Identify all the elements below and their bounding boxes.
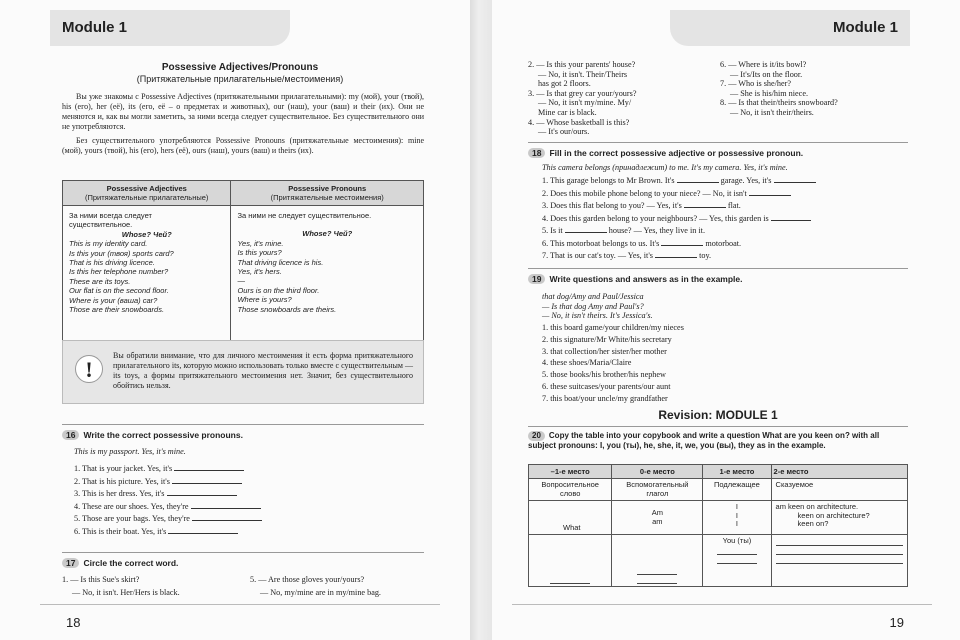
- table-cell[interactable]: [529, 535, 612, 587]
- table-cell: Сказуемое: [771, 479, 907, 501]
- exercise-17-continued-col-a: 2. — Is this your parents' house? — No, it isn't. Their/Theirs has got 2 floors. 3. — Is that grey car your/yours? — No, it isn't my/mine. My/ Mine car is black. 4. — Whose basketball is this? — It's our/ours.: [528, 60, 637, 137]
- table-cell: am keen on architecture. keen on architecture? keen on?: [771, 501, 907, 535]
- table-cell-adjectives: За ними всегда следует существительное. Whose? Чей? This is my identity card. Is this your (твоя) sports card? That is his driving licence. Is this her telephone number? These are its toys. Our flat is on the second floor. Where is your (ваша) car? Those are their snowboards.: [63, 206, 231, 346]
- page-number: 19: [889, 615, 904, 630]
- table-cell[interactable]: [771, 535, 907, 587]
- list-item: 4. these shoes/Maria/Claire: [542, 358, 632, 368]
- exercise-18-list: [542, 175, 816, 263]
- list-item: 5. those books/his brother/his nephew: [542, 370, 666, 380]
- exercise-17-continued-col-b: 6. — Where is it/its bowl? — It's/Its on the floor. 7. — Who is she/her? — She is his/him niece. 8. — Is that their/theirs snowboard? — No, it isn't their/theirs.: [720, 60, 838, 117]
- answer-blank[interactable]: [167, 488, 237, 496]
- answer-blank[interactable]: [661, 238, 703, 246]
- table-head-pronouns: Possessive Pronouns (Притяжательные местоимения): [231, 181, 424, 206]
- list-item: 2. That is his picture. Yes, it's: [74, 476, 262, 489]
- table-header: 0-е место: [612, 465, 703, 479]
- exercise-18-heading: 18 Fill in the correct possessive adjective or possessive pronoun.: [528, 148, 908, 158]
- intro-paragraph-1: Вы уже знакомы с Possessive Adjectives (притяжательными прилагательными): my (мой), your (твой), his (его), her (её), its (его, её – о предметах и животных), our (наш), your (ваш) и their (их). Они не меняются и, как вы могли заметить, за ними всегда следует существительное. Без существительного они не употребляются.: [62, 92, 424, 131]
- list-item: 5. Those are your bags. Yes, they're: [74, 513, 262, 526]
- exercise-16-heading: 16 Write the correct possessive pronouns.: [62, 430, 424, 440]
- answer-blank[interactable]: [771, 213, 811, 221]
- exercise-16-list: [74, 463, 262, 538]
- list-item: 3. that collection/her sister/her mother: [542, 346, 667, 356]
- list-item: 6. This is their boat. Yes, it's: [74, 526, 262, 539]
- list-item: 3. This is her dress. Yes, it's: [74, 488, 262, 501]
- page-number: 18: [66, 615, 81, 630]
- exercise-17-heading: 17 Circle the correct word.: [62, 558, 424, 568]
- answer-blank[interactable]: [565, 225, 607, 233]
- exercise-number-19: 19: [528, 274, 545, 284]
- list-item: 1. this board game/your children/my nieces: [542, 323, 684, 332]
- exercise-number-16: 16: [62, 430, 79, 440]
- exercise-17-col-a: 1. — Is this Sue's skirt? — No, it isn't. Her/Hers is black.: [62, 575, 180, 597]
- answer-blank[interactable]: [174, 463, 244, 471]
- list-item: 4. These are our shoes. Yes, they're: [74, 501, 262, 514]
- table-cell: Подлежащее: [703, 479, 771, 501]
- revision-title: Revision: MODULE 1: [658, 408, 778, 422]
- exercise-19-example: that dog/Amy and Paul/Jessica — Is that dog Amy and Paul's? — No, it isn't theirs. It's Jessica's.: [542, 292, 653, 321]
- note-text: Вы обратили внимание, что для личного местоимения it есть форма притяжательного прилагательного its, которую можно использовать только вместе с существительным — its toys, а формы притяжательного местоимения нет. Значит, без существительного обойтись нельзя.: [113, 351, 413, 390]
- revision-table: [528, 464, 908, 587]
- answer-blank[interactable]: [172, 476, 242, 484]
- list-item: 6. these suitcases/your parents/our aunt: [542, 381, 671, 391]
- table-cell: I I I: [703, 501, 771, 535]
- table-cell: What: [529, 501, 612, 535]
- exercise-number-20: 20: [528, 431, 545, 441]
- list-item: 1. That is your jacket. Yes, it's: [74, 463, 262, 476]
- exercise-17-col-b: 5. — Are those gloves your/yours? — No, my/mine are in my/mine bag.: [250, 575, 381, 597]
- exercise-19-list: [542, 322, 684, 405]
- list-item: 6. This motorboat belongs to us. It's motorboat.: [542, 238, 742, 248]
- answer-blank[interactable]: [749, 188, 791, 196]
- table-cell: Вопросительное слово: [529, 479, 612, 501]
- list-item: 1. This garage belongs to Mr Brown. It's garage. Yes, it's: [542, 175, 816, 188]
- module-label: Module 1: [670, 10, 910, 46]
- left-page: [0, 0, 470, 640]
- grammar-table: [62, 180, 424, 346]
- answer-blank[interactable]: [677, 175, 719, 183]
- table-cell[interactable]: [612, 535, 703, 587]
- list-item: 7. That is our cat's toy. — Yes, it's toy.: [542, 251, 712, 260]
- list-item: 4. Does this garden belong to your neighbours? — Yes, this garden is: [542, 213, 816, 226]
- exercise-16-example: This is my passport. Yes, it's mine.: [74, 447, 186, 456]
- module-label: Module 1: [50, 10, 290, 46]
- exercise-18-example: This camera belongs (принадлежит) to me. It's my camera. Yes, it's mine.: [542, 163, 788, 172]
- list-item: 2. this signature/Mr White/his secretary: [542, 334, 672, 344]
- table-cell: Am am: [612, 501, 703, 535]
- exclamation-icon: !: [75, 355, 103, 383]
- table-cell-pronouns: За ними не следует существительное. Whose? Чей? Yes, it's mine. Is this yours? That driving licence is his. Yes, it's hers. — Ours is on the third floor. Where is yours? Those snowboards are theirs.: [231, 206, 424, 346]
- list-item: 7. this boat/your uncle/my grandfather: [542, 393, 668, 403]
- note-box: [62, 340, 424, 404]
- list-item: 5. Is it house? — Yes, they live in it.: [542, 226, 705, 235]
- table-header: –1-е место: [529, 465, 612, 479]
- table-header: 2-е место: [771, 465, 907, 479]
- table-cell[interactable]: You (ты): [703, 535, 771, 587]
- list-item: 2. Does this mobile phone belong to your niece? — No, it isn't: [542, 188, 816, 201]
- right-page: [492, 0, 960, 640]
- table-cell: Вспомогательный глагол: [612, 479, 703, 501]
- table-header: 1-е место: [703, 465, 771, 479]
- section-subtitle: (Притяжательные прилагательные/местоимения): [136, 74, 344, 84]
- exercise-20-heading: 20 Copy the table into your copybook and write a question What are you keen on? with all subject pronouns: I, you (ты), he, she, it, we, you (вы), they as in the example.: [528, 431, 880, 450]
- answer-blank[interactable]: [684, 200, 726, 208]
- answer-blank[interactable]: [191, 501, 261, 509]
- section-title: Possessive Adjectives/Pronouns: [161, 62, 319, 73]
- exercise-number-18: 18: [528, 148, 545, 158]
- answer-blank[interactable]: [192, 513, 262, 521]
- exercise-number-17: 17: [62, 558, 79, 568]
- answer-blank[interactable]: [168, 526, 238, 534]
- exercise-19-heading: 19 Write questions and answers as in the example.: [528, 274, 908, 284]
- intro-paragraph-2: Без существительного употребляются Possessive Pronouns (притяжательные местоимения): mine (мой), yours (твой), his (его), hers (её), ours (наш), yours (ваш) и theirs (их).: [62, 136, 424, 155]
- answer-blank[interactable]: [655, 250, 697, 258]
- list-item: 3. Does this flat belong to you? — Yes, it's flat.: [542, 201, 741, 210]
- table-head-adjectives: Possessive Adjectives (Притяжательные прилагательные): [63, 181, 231, 206]
- book-gutter: [470, 0, 492, 640]
- answer-blank[interactable]: [774, 175, 816, 183]
